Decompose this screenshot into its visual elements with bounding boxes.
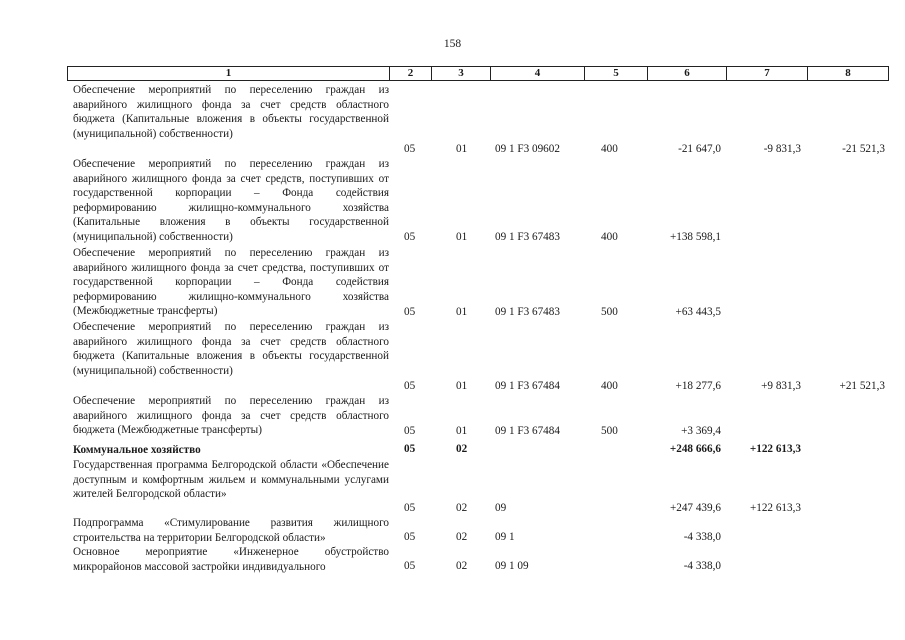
- cell-section: 05: [404, 231, 416, 243]
- table-row: [67, 516, 889, 546]
- header-cell-4: 4: [490, 67, 584, 80]
- cell-expense-type: 400: [601, 231, 618, 243]
- cell-amount-3: -21 521,3: [842, 143, 885, 155]
- cell-target-code: 09 1 F3 67483: [495, 306, 560, 318]
- table-row: [67, 458, 889, 518]
- cell-target-code: 09 1 F3 09602: [495, 143, 560, 155]
- cell-subsection: 02: [456, 560, 468, 572]
- cell-target-code: 09 1 F3 67484: [495, 425, 560, 437]
- cell-amount-3: +21 521,3: [839, 380, 885, 392]
- cell-amount-1: -21 647,0: [678, 143, 721, 155]
- header-cell-8: 8: [807, 67, 888, 80]
- cell-subsection: 02: [456, 443, 468, 455]
- cell-amount-2: +9 831,3: [761, 380, 801, 392]
- cell-expense-type: 500: [601, 425, 618, 437]
- cell-subsection: 01: [456, 231, 468, 243]
- cell-amount-1: +138 598,1: [669, 231, 721, 243]
- cell-subsection: 01: [456, 143, 468, 155]
- cell-subsection: 01: [456, 380, 468, 392]
- cell-amount-1: +248 666,6: [669, 443, 721, 455]
- header-cell-6: 6: [647, 67, 726, 80]
- table-header: [67, 66, 889, 81]
- table-row: [67, 320, 889, 395]
- cell-section: 05: [404, 380, 416, 392]
- cell-expense-type: 400: [601, 143, 618, 155]
- row-name: Обеспечение мероприятий по переселению граждан из аварийного жилищного фонда за счет средств областного бюджета (Капитальные вложения в объекты государственной (муниципальной) собственности): [73, 84, 389, 140]
- cell-amount-1: +247 439,6: [669, 502, 721, 514]
- cell-subsection: 01: [456, 306, 468, 318]
- cell-amount-2: +122 613,3: [749, 443, 801, 455]
- cell-amount-2: -9 831,3: [763, 143, 801, 155]
- cell-subsection: 02: [456, 502, 468, 514]
- row-name: Государственная программа Белгородской области «Обеспечение доступным и комфортным жильем и коммунальными услугами жителей Белгородской области»: [73, 459, 389, 501]
- cell-section: 05: [404, 531, 416, 543]
- cell-expense-type: 500: [601, 306, 618, 318]
- cell-target-code: 09 1 F3 67484: [495, 380, 560, 392]
- cell-target-code: 09 1 09: [495, 560, 529, 572]
- page-number: 158: [443, 38, 462, 50]
- header-cell-2: 2: [389, 67, 431, 80]
- table-row: [67, 157, 889, 247]
- cell-subsection: 01: [456, 425, 468, 437]
- cell-section: 05: [404, 502, 416, 514]
- cell-section: 05: [404, 443, 416, 455]
- table-row: [67, 83, 889, 158]
- row-name: Обеспечение мероприятий по переселению граждан из аварийного жилищного фонда за счет средств областного бюджета (Межбюджетные трансферты): [73, 395, 389, 437]
- table-row: [67, 443, 889, 458]
- cell-amount-1: +63 443,5: [675, 306, 721, 318]
- cell-amount-1: -4 338,0: [683, 531, 721, 543]
- header-cell-5: 5: [584, 67, 647, 80]
- row-name: Подпрограмма «Стимулирование развития жилищного строительства на территории Белгородской области»: [73, 517, 389, 544]
- cell-section: 05: [404, 143, 416, 155]
- row-name: Обеспечение мероприятий по переселению граждан из аварийного жилищного фонда за счет средства, поступивших от государственной корпорации – Фонда содействия реформированию жилищно-коммунального хозяйства (Межбюджетные трансферты): [73, 247, 389, 318]
- cell-target-code: 09 1: [495, 531, 515, 543]
- row-name: Обеспечение мероприятий по переселению граждан из аварийного жилищного фонда за счет средств областного бюджета (Капитальные вложения в объекты государственной (муниципальной) собственности): [73, 321, 389, 377]
- cell-section: 05: [404, 560, 416, 572]
- row-name: Обеспечение мероприятий по переселению граждан из аварийного жилищного фонда за счет средств, поступивших от государственной корпорации – Фонда содействия реформированию жилищно-коммунального хозяйства (Капитальные вложения в объекты государственной (муниципальной) собственности): [73, 158, 389, 243]
- cell-amount-1: +3 369,4: [681, 425, 721, 437]
- header-cell-7: 7: [726, 67, 807, 80]
- cell-section: 05: [404, 306, 416, 318]
- table-row: [67, 394, 889, 440]
- cell-expense-type: 400: [601, 380, 618, 392]
- row-name: Коммунальное хозяйство: [73, 444, 201, 456]
- cell-amount-1: +18 277,6: [675, 380, 721, 392]
- cell-subsection: 02: [456, 531, 468, 543]
- table-row: [67, 545, 889, 575]
- row-name: Основное мероприятие «Инженерное обустройство микрорайонов массовой застройки индивидуального: [73, 546, 389, 573]
- cell-amount-2: +122 613,3: [749, 502, 801, 514]
- cell-section: 05: [404, 425, 416, 437]
- header-cell-3: 3: [431, 67, 490, 80]
- cell-target-code: 09 1 F3 67483: [495, 231, 560, 243]
- header-cell-1: 1: [225, 67, 232, 79]
- cell-target-code: 09: [495, 502, 507, 514]
- table-row: [67, 246, 889, 321]
- cell-amount-1: -4 338,0: [683, 560, 721, 572]
